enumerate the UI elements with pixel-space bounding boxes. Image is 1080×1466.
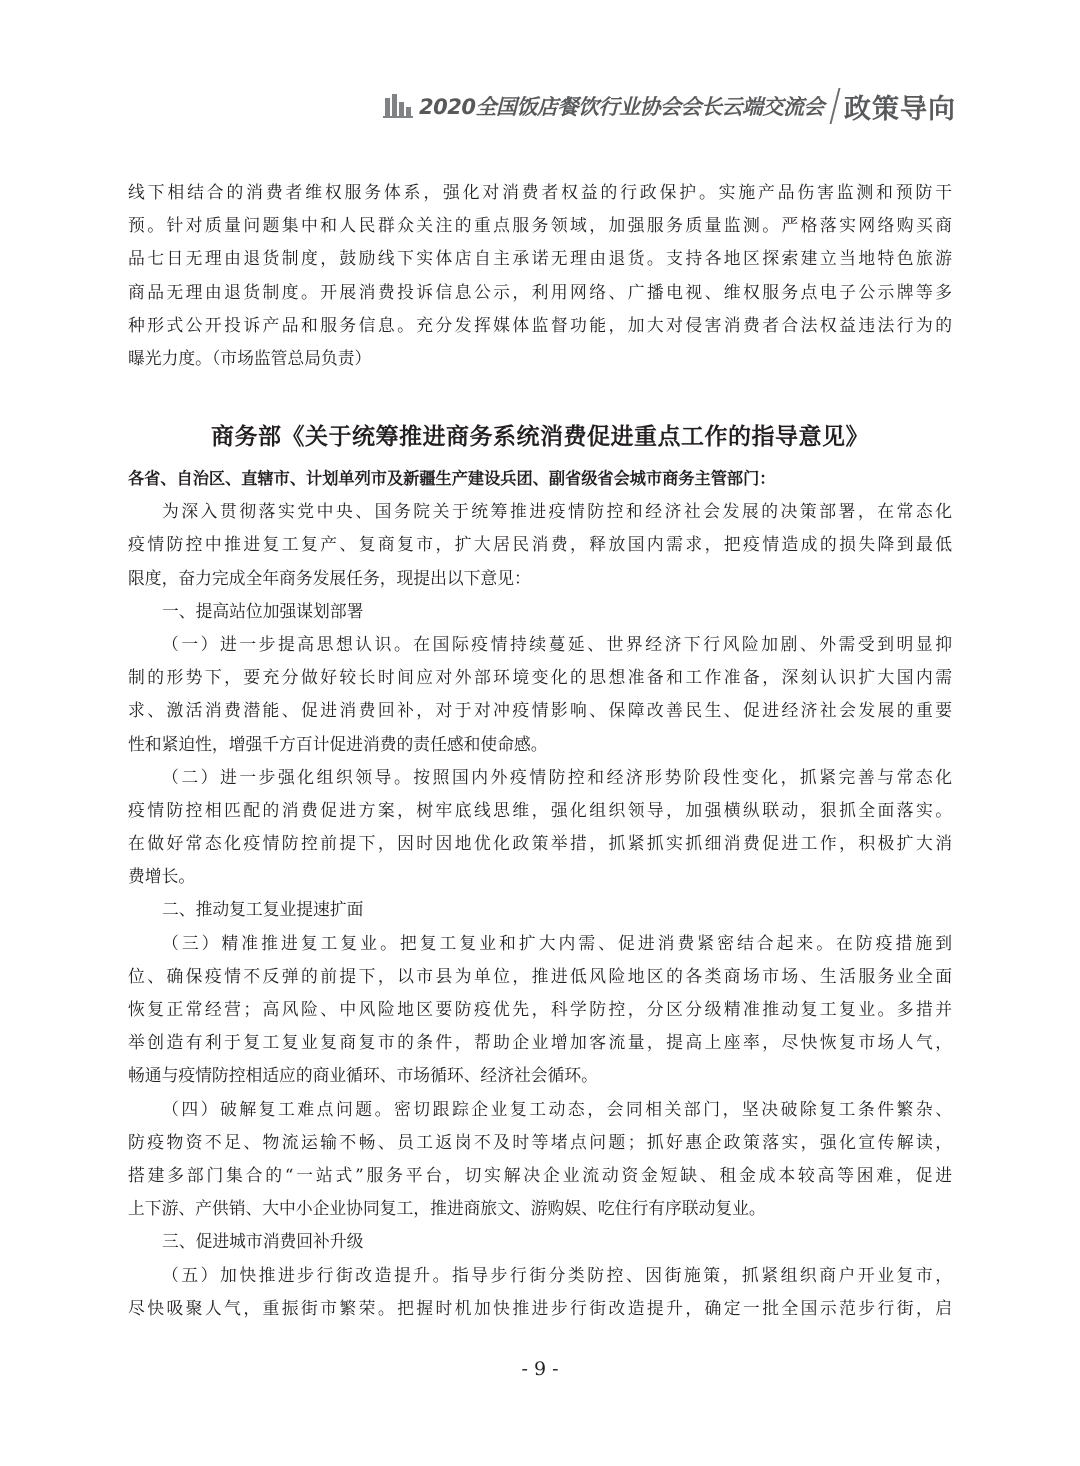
section-heading: 一、提高站位加强谋划部署 bbox=[162, 600, 364, 621]
section-heading: 二、推动复工复业提速扩面 bbox=[162, 899, 364, 920]
text-line: 畅通与疫情防控相适应的商业循环、市场循环、经济社会循环。 bbox=[128, 1065, 598, 1086]
building-logo-icon bbox=[383, 92, 413, 120]
text-line: （四）破解复工难点问题。密切跟踪企业复工动态，会同相关部门，坚决破除复工条件繁杂、 bbox=[162, 1098, 952, 1119]
header-section-title: 政策导向 bbox=[844, 93, 956, 125]
page-header bbox=[383, 86, 956, 126]
text-line: 曝光力度。（市场监管总局负责） bbox=[128, 347, 372, 368]
text-line: 品七日无理由退货制度，鼓励线下实体店自主承诺无理由退货。支持各地区探索建立当地特色旅游 bbox=[128, 248, 952, 269]
text-line: 上下游、产供销、大中小企业协同复工，推进商旅文、游购娱、吃住行有序联动复业。 bbox=[128, 1198, 766, 1219]
text-line: （五）加快推进步行街改造提升。指导步行街分类防控、因街施策，抓紧组织商户开业复市， bbox=[162, 1264, 952, 1285]
text-line: 尽快吸聚人气，重振街市繁荣。把握时机加快推进步行街改造提升，确定一批全国示范步行街，启 bbox=[128, 1297, 952, 1318]
text-line: 种形式公开投诉产品和服务信息。充分发挥媒体监督功能，加大对侵害消费者合法权益违法行为的 bbox=[128, 314, 952, 335]
text-line: 限度，奋力完成全年商务发展任务，现提出以下意见： bbox=[128, 567, 531, 588]
text-line: 商品无理由退货制度。开展消费投诉信息公示，利用网络、广播电视、维权服务点电子公示牌等多 bbox=[128, 281, 952, 302]
intro-paragraph bbox=[128, 176, 952, 375]
text-line: 为深入贯彻落实党中央、国务院关于统筹推进疫情防控和经济社会发展的决策部署，在常态化 bbox=[162, 501, 952, 522]
header-event-title: 2020全国饭店餐饮行业协会会长云端交流会 bbox=[419, 95, 824, 119]
document-title: 商务部《关于统筹推进商务系统消费促进重点工作的指导意见》 bbox=[211, 424, 869, 450]
text-line: （一）进一步提高思想认识。在国际疫情持续蔓延、世界经济下行风险加剧、外需受到明显抑 bbox=[162, 633, 952, 654]
address-line: 各省、自治区、直辖市、计划单列市及新疆生产建设兵团、副省级省会城市商务主管部门： bbox=[128, 469, 776, 488]
text-line: 恢复正常经营；高风险、中风险地区要防疫优先，科学防控，分区分级精准推动复工复业。多措并 bbox=[128, 999, 952, 1019]
text-line: （二）进一步强化组织领导。按照国内外疫情防控和经济形势阶段性变化，抓紧完善与常态化 bbox=[162, 766, 952, 787]
header-divider bbox=[830, 88, 841, 124]
page-number: - 9 - bbox=[521, 1358, 559, 1380]
text-line: 搭建多部门集合的“一站式”服务平台，切实解决企业流动资金短缺、租金成本较高等困难，促进 bbox=[128, 1164, 952, 1185]
text-line: 在做好常态化疫情防控前提下，因时因地优化政策举措，抓紧抓实抓细消费促进工作，积极扩大消 bbox=[128, 833, 952, 854]
text-line: 求、激活消费潜能、促进消费回补，对于对冲疫情影响、保障改善民生、促进经济社会发展的重要 bbox=[128, 700, 952, 721]
text-line: 性和紧迫性，增强千方百计促进消费的责任感和使命感。 bbox=[128, 733, 548, 754]
text-line: 费增长。 bbox=[128, 866, 196, 887]
text-line: 举创造有利于复工复业复商复市的条件，帮助企业增加客流量，提高上座率，尽快恢复市场人气， bbox=[128, 1032, 952, 1053]
text-line: 疫情防控相匹配的消费促进方案，树牢底线思维，强化组织领导，加强横纵联动，狠抓全面落实。 bbox=[128, 799, 952, 820]
text-line: （三）精准推进复工复业。把复工复业和扩大内需、促进消费紧密结合起来。在防疫措施到 bbox=[162, 932, 952, 953]
document-body bbox=[128, 462, 952, 1325]
text-line: 线下相结合的消费者维权服务体系，强化对消费者权益的行政保护。实施产品伤害监测和预防干 bbox=[128, 182, 952, 202]
text-line: 制的形势下，要充分做好较长时间应对外部环境变化的思想准备和工作准备，深刻认识扩大国内需 bbox=[128, 667, 952, 688]
text-line: 疫情防控中推进复工复产、复商复市，扩大居民消费，释放国内需求，把疫情造成的损失降到最低 bbox=[128, 534, 952, 555]
text-line: 预。针对质量问题集中和人民群众关注的重点服务领域，加强服务质量监测。严格落实网络购买商 bbox=[128, 215, 952, 236]
text-line: 防疫物资不足、物流运输不畅、员工返岗不及时等堵点问题；抓好惠企政策落实，强化宣传解读， bbox=[128, 1131, 952, 1152]
text-line: 位、确保疫情不反弹的前提下，以市县为单位，推进低风险地区的各类商场市场、生活服务业全面 bbox=[128, 965, 952, 986]
section-heading: 三、促进城市消费回补升级 bbox=[162, 1231, 364, 1252]
